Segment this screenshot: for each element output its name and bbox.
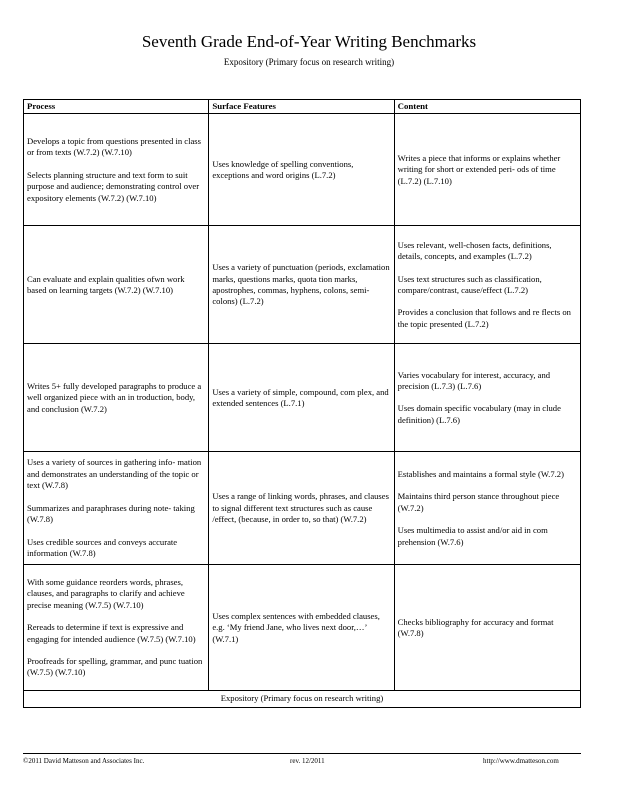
column-header-content: Content: [394, 100, 580, 114]
surface-features-cell: [209, 452, 394, 565]
content-cell: [394, 114, 580, 226]
benchmark-text: Provides a conclusion that follows and re flects on the topic presented (L.7.2): [397, 307, 571, 329]
benchmark-text: Summarizes and paraphrases during note- taking (W.7.8): [27, 502, 195, 525]
process-cell: [24, 114, 209, 226]
benchmark-text: Writes a piece that informs or explains whether writing for short or extended peri- ods of time (L.7.2) (L.7.10): [397, 152, 561, 186]
table-row: [24, 114, 581, 226]
column-header-process: Process: [24, 100, 209, 114]
benchmark-text: Uses relevant, well-chosen facts, definitions, details, concepts, and examples (L.7.2): [397, 239, 552, 262]
surface-features-cell: [209, 565, 394, 691]
table-footer-row: [24, 691, 581, 707]
process-cell: [24, 226, 209, 344]
benchmark-text: Can evaluate and explain qualities ofwn work based on learning targets (W.7.2) (W.7.10): [27, 273, 185, 295]
benchmark-text: Establishes and maintains a formal style (W.7.2): [397, 468, 564, 479]
benchmark-text: Develops a topic from questions presented in class or from texts (W.7.2) (W.7.10): [27, 135, 201, 158]
surface-features-cell: [209, 114, 394, 226]
column-header-surface-features: Surface Features: [209, 100, 394, 114]
footer-revision: rev. 12/2011: [290, 757, 325, 765]
benchmark-text: With some guidance reorders words, phrases, clauses, and paragraphs to clarify and achieve precise meaning (W.7.5) (W.7.10): [27, 576, 185, 610]
content-cell: [394, 344, 580, 452]
benchmark-text: Uses a variety of simple, compound, com plex, and extended sentences (L.7.1): [212, 386, 389, 408]
benchmark-text: Uses a variety of punctuation (periods, exclamation marks, questions marks, quota tion marks, apostrophes, commas, hyphens, colons, semi-colons) (L.7.2): [212, 262, 390, 307]
page-subtitle: Expository (Primary focus on research writing): [223, 57, 395, 67]
table-row: [24, 565, 581, 691]
table-row: [24, 452, 581, 565]
surface-features-cell: [209, 226, 394, 344]
benchmark-text: Varies vocabulary for interest, accuracy, and precision (L.7.3) (L.7.6): [397, 369, 551, 391]
benchmark-text: Proofreads for spelling, grammar, and punc tuation (W.7.5) (W.7.10): [27, 656, 203, 678]
benchmark-text: Uses credible sources and conveys accurate information (W.7.8): [27, 536, 178, 558]
table-row: [24, 226, 581, 344]
footer-copyright: ©2011 David Matteson and Associates Inc.: [23, 757, 145, 765]
surface-features-cell: [209, 344, 394, 452]
table-row: [24, 344, 581, 452]
table-footer-text: Expository (Primary focus on research writing): [24, 691, 581, 707]
content-cell: [394, 452, 580, 565]
process-cell: [24, 452, 209, 565]
benchmark-text: Uses complex sentences with embedded clauses, e.g. ‘My friend Jane, who lives next door,…’ (W.7.1): [212, 610, 380, 644]
benchmark-text: Rereads to determine if text is expressive and engaging for intended audience (W.7.5) (W.7.10): [27, 622, 196, 644]
benchmark-text: Uses domain specific vocabulary (may in clude definition) (L.7.6): [397, 403, 561, 425]
benchmark-text: Uses text structures such as classification, compare/contrast, cause/effect (L.7.2): [397, 273, 542, 295]
benchmark-text: Uses a variety of sources in gathering info- mation and demonstrates an understanding of the topic or text (W.7.8): [27, 457, 202, 491]
page-title: Seventh Grade End-of-Year Writing Benchmarks: [141, 32, 477, 51]
footer-url[interactable]: http://www.dmatteson.com: [483, 757, 559, 765]
benchmark-text: Writes 5+ fully developed paragraphs to produce a well organized piece with an in troduction, body, and conclusion (W.7.2): [27, 380, 202, 414]
benchmark-text: Checks bibliography for accuracy and format (W.7.8): [397, 616, 554, 638]
content-cell: [394, 565, 580, 691]
benchmarks-table: [23, 99, 581, 708]
benchmark-text: Uses multimedia to assist and/or aid in com prehension (W.7.6): [397, 525, 548, 547]
benchmark-text: Selects planning structure and text form to suit purpose and audience; demonstrating control over expository elements (W.7.2) (W.7.10): [27, 169, 200, 203]
process-cell: [24, 565, 209, 691]
process-cell: [24, 344, 209, 452]
benchmark-text: Uses knowledge of spelling conventions, exceptions and word origins (L.7.2): [212, 158, 354, 180]
content-cell: [394, 226, 580, 344]
table-header-row: [24, 100, 581, 114]
benchmark-text: Maintains third person stance throughout piece (W.7.2): [397, 491, 560, 513]
benchmark-text: Uses a range of linking words, phrases, and clauses to signal different text structures such as cause /effect, (because, in order to, so that) (W.7.2): [212, 491, 389, 525]
footer-divider: [23, 753, 581, 754]
